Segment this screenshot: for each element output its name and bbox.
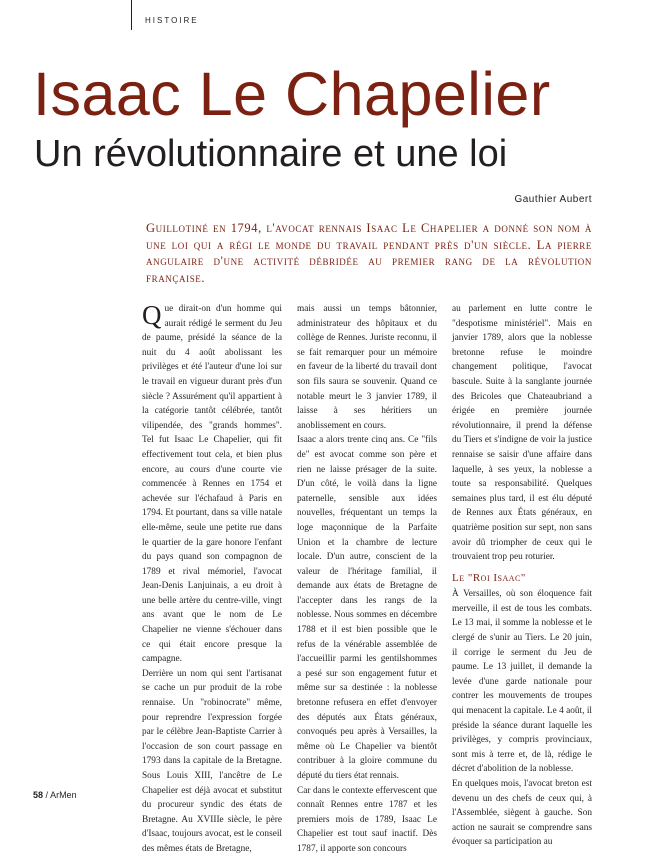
section-rubric: HISTOIRE: [145, 16, 199, 25]
text-column-3: [452, 302, 592, 850]
article-subtitle: Un révolutionnaire et une loi: [34, 133, 508, 175]
page-footer: [33, 790, 77, 800]
paragraph: En quelques mois, l'avocat breton est devenu un des chefs de ceux qui, à l'Assemblée, siègent à gauche. Son action ne saurait se comprendre sans évoquer sa participation au: [452, 779, 592, 848]
section-subhead: Le "Roi Isaac": [452, 571, 526, 584]
article-lead: Guillotiné en 1794, l'avocat rennais Isaac Le Chapelier a donné son nom à une loi qui a régi le monde du travail pendant près d'un siècle. La pierre angulaire d'une activité débridée au premier rang de la révolution française.: [146, 221, 592, 285]
article-author: Gauthier Aubert: [514, 194, 592, 205]
article-title: Isaac Le Chapelier: [33, 60, 551, 128]
paragraph: À Versailles, où son éloquence fait merveille, il est de tous les combats. Le 13 mai, il somme la noblesse et le clergé de s'unir au Tiers. Le 20 juin, il corrige le serment du Jeu de paume. Le 13 juillet, il demande la levée d'une garde nationale pour contrer les mouvements de troupes qui menacent la capitale. Le 4 août, il préside la séance durant laquelle les privilèges, y compris provinciaux, sont mis à terre et, de là, rédige le décret d'abolition de la noblesse.: [452, 589, 592, 775]
paragraph: Derrière un nom qui sent l'artisanat se cache un pur produit de la robe rennaise. Un "robinocrate" même, pour reprendre l'expression forgée par le célèbre Jean-Baptiste Carrier à l'occasion de son court passage en 1793 dans la capitale de la Bretagne. Sous Louis XIII, l'ancêtre de Le Chapelier est déjà avocat et substitut du procureur syndic des états de Bretagne. Au XVIIIe siècle, le père d'Isaac, toujours avocat, est le conseil des mêmes états de Bretagne,: [142, 668, 282, 854]
paragraph: Car dans le contexte effervescent que connaît Rennes entre 1787 et les premiers mois de 1789, Isaac Le Chapelier est tout sauf inactif. Dès 1787, il apporte son concours: [297, 785, 437, 854]
paragraph: Isaac a alors trente cinq ans. Ce "fils de" est avocat comme son père et rien ne laisse présager de la suite. D'un côté, le voilà dans la ligne paternelle, sensible aux idées nouvelles, fréquentant un temps la loge maçonnique de la Parfaite Union et la chambre de lecture locale. D'un autre, conscient de la valeur de l'héritage familial, il demande aux états de Bretagne de l'accepter dans les rangs de la noblesse. Nous sommes en décembre 1788 et il est bien possible que le refus de la vénérable assemblée de l'accueillir parmi les gentilshommes a pesé sur son engagement futur et même sur sa destinée : la noblesse bretonne refusera en effet d'envoyer des députés aux États généraux, convoqués peu après à Versailles, la même où Le Chapelier va bientôt contribuer à la gloire commune du député du tiers état rennais.: [297, 435, 437, 781]
footer-separator: /: [45, 790, 49, 800]
paragraph: mais aussi un temps bâtonnier, administrateur des hôpitaux et du collège de Rennes. Juriste reconnu, il se fait remarquer pour un mémoire en faveur de la liberté du travail dont son fils saura se souvenir. Quand ce notable meurt le 3 janvier 1789, il laisse à ses héritiers un anoblissement en cours.: [297, 304, 437, 431]
magazine-name: ArMen: [50, 790, 77, 800]
paragraph-text: ue dirait-on d'un homme qui aurait rédigé le serment du Jeu de paume, présidé la séance de la nuit du 4 août abolissant les privilèges et été l'auteur d'une loi sur le travail en vigueur durant près d'un siècle ? Assurément qu'il appartient à la catégorie tantôt célébrée, tantôt vilipendée, des "grands hommes". Tel fut Isaac Le Chapelier, qui fit effectivement tout cela, et bien plus encore, au cours d'une courte vie commencée à Rennes en 1754 et achevée sur l'échafaud à Paris en 1794. Et pourtant, dans sa ville natale elle-même, seule une petite rue dans le quartier de la gare honore l'enfant du pays quand son compagnon de 1789 et rival mémoriel, l'avocat Jean-Denis Lanjuinais, a eu droit à une belle artère du centre-ville, vingt ans avant que le nom de Le Chapelier ne vienne s'échouer dans ce qui était encore presque la campagne.: [142, 304, 282, 665]
text-column-2: [297, 302, 437, 857]
paragraph: au parlement en lutte contre le "despotisme ministériel". Mais en janvier 1789, alors que la noblesse bretonne refuse le moindre changement politique, l'avocat bascule. Suite à la sanglante journée des Bricoles que Chateaubriand a érigée en première journée révolutionnaire, il prend la défense du Tiers et s'indigne de voir la justice rennaise se saisir d'une affaire dans laquelle, à ses yeux, la noblesse a toute sa responsabilité. Quelques semaines plus tard, il est élu député de Rennes aux États généraux, en quatrième position sur sept, non sans avoir dû triompher de ceux qui le trouvaient trop peu roturier.: [452, 304, 592, 563]
text-column-1: [142, 302, 282, 857]
header-rule: [131, 0, 132, 30]
paragraph: [142, 302, 282, 667]
drop-cap: Q: [142, 300, 162, 330]
page-number: 58: [33, 790, 44, 800]
